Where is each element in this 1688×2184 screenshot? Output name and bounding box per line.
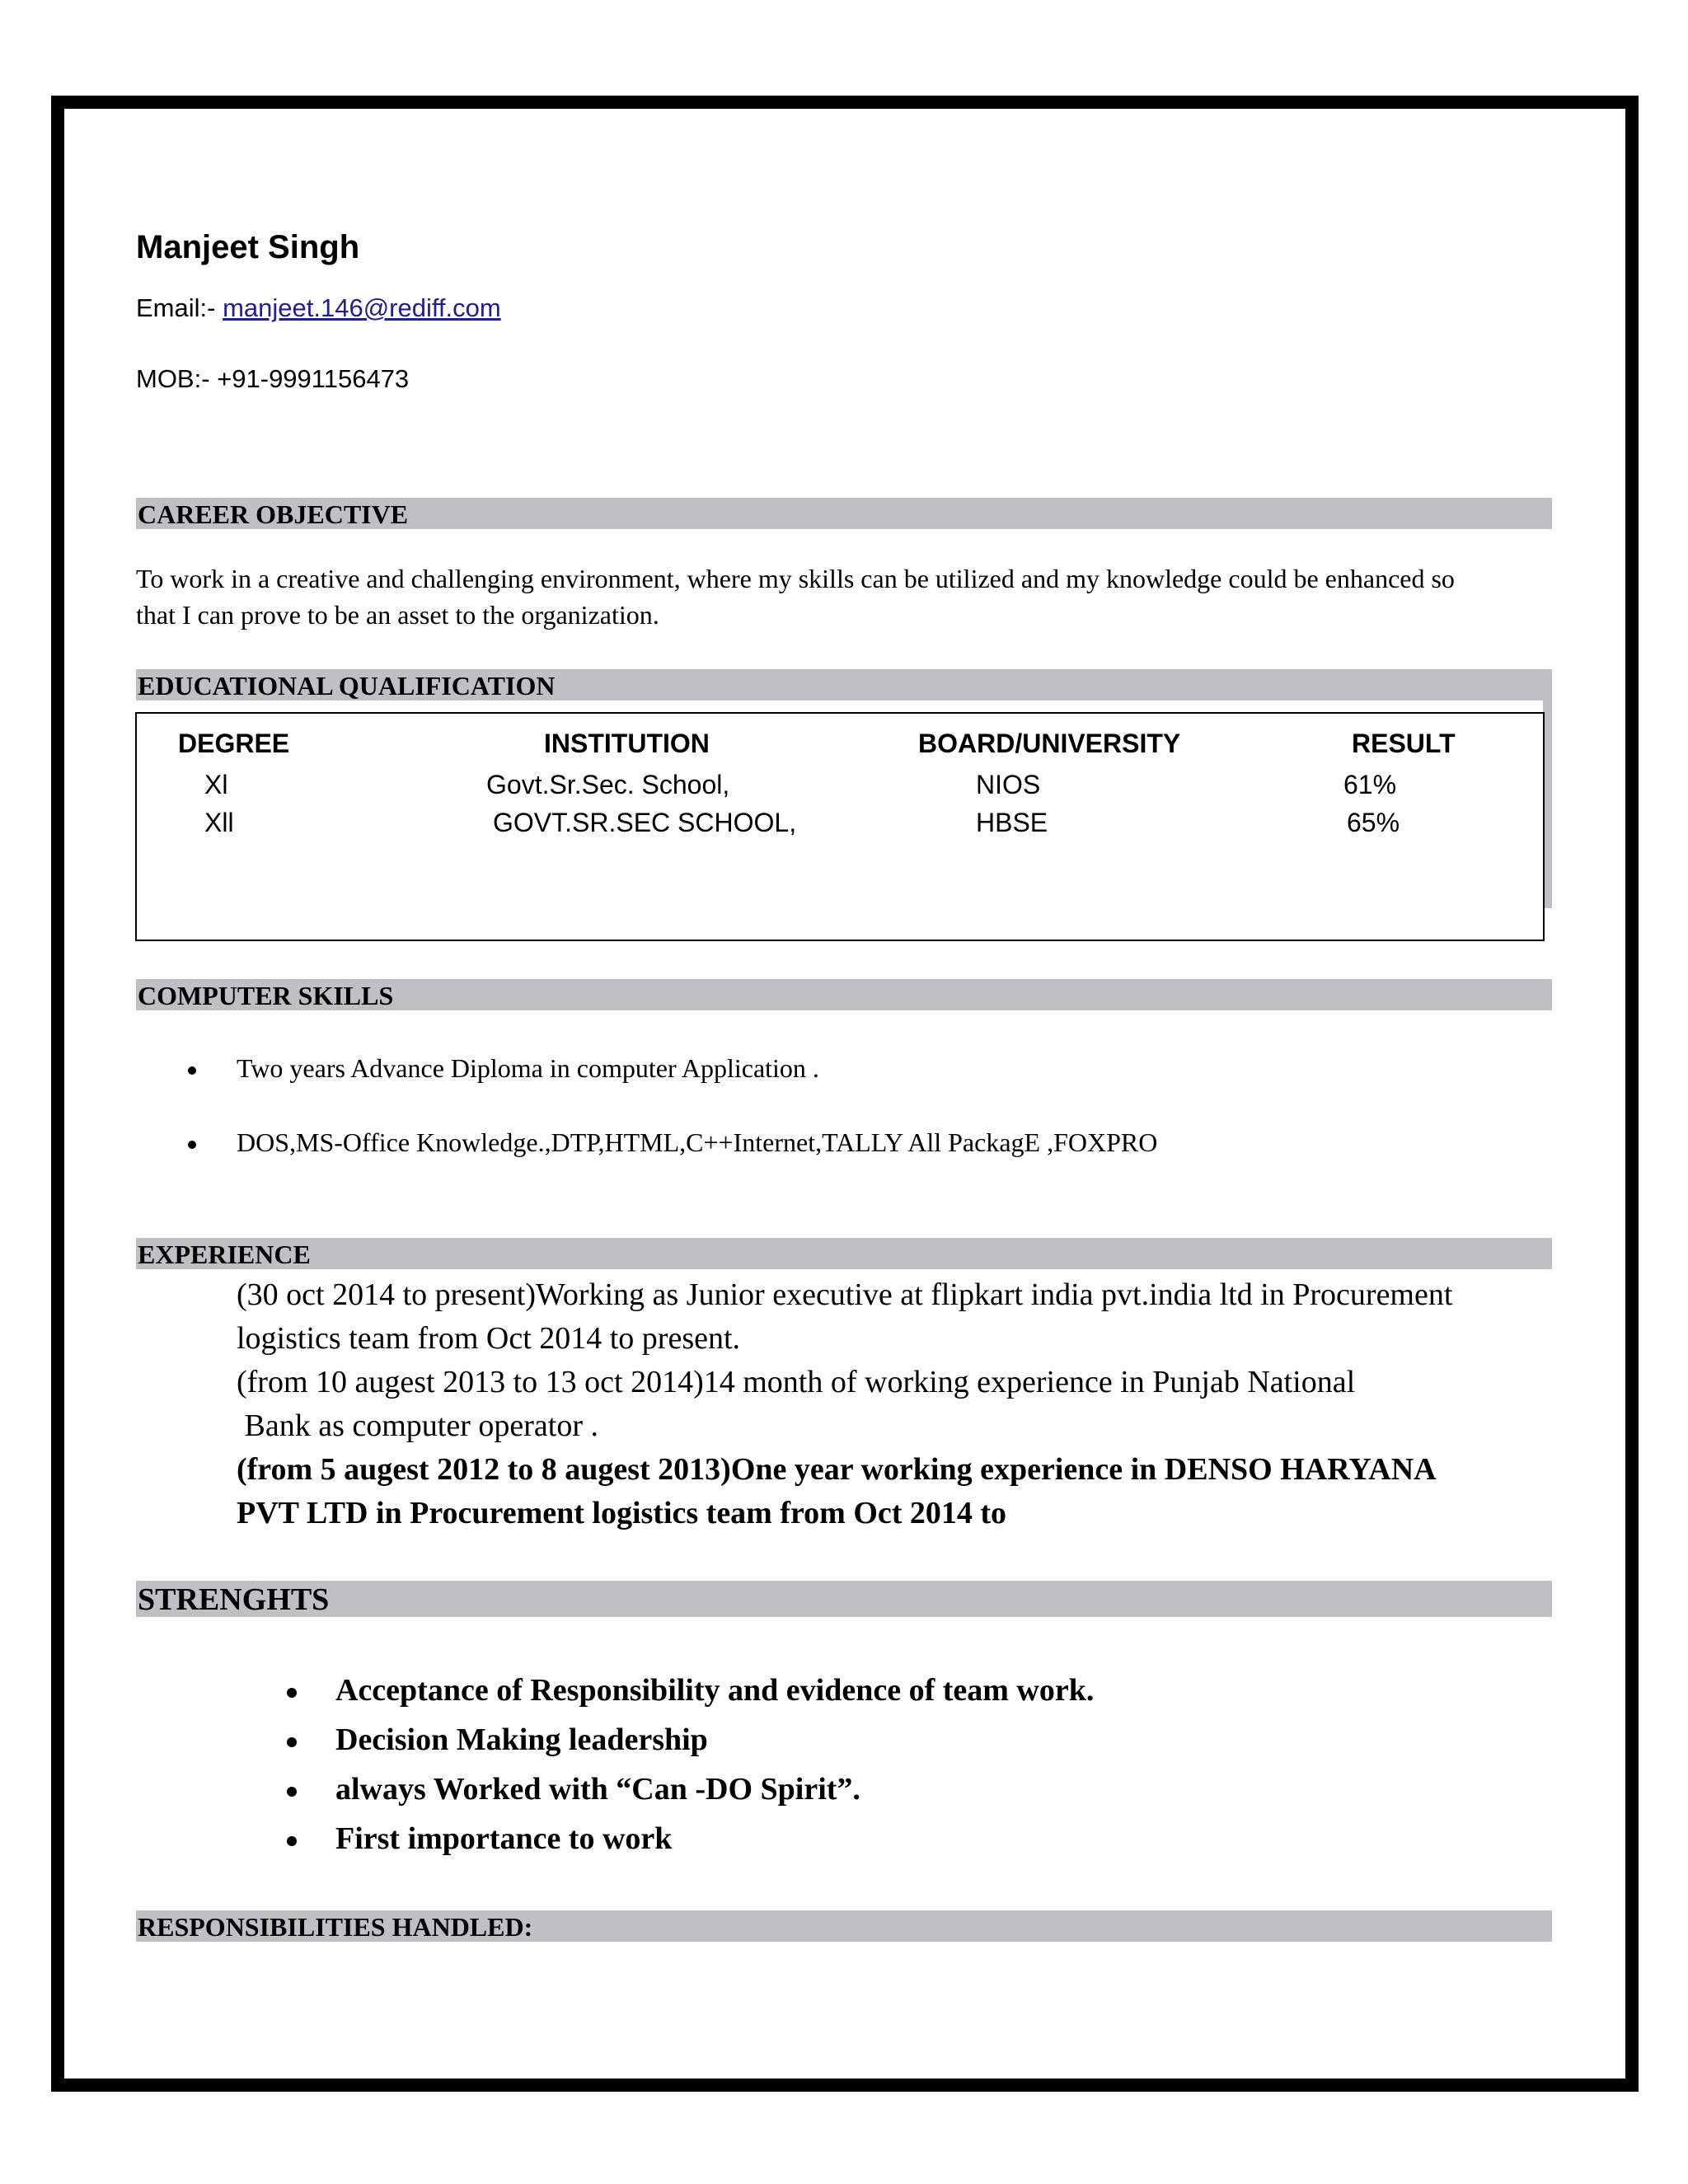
computer-skills-heading: COMPUTER SKILLS (136, 979, 1552, 1010)
column-header-institution: INSTITUTION (544, 729, 710, 758)
candidate-name: Manjeet Singh (136, 229, 360, 265)
bullet-icon (287, 1688, 297, 1698)
career-objective-heading: CAREER OBJECTIVE (136, 498, 1552, 529)
experience-line: PVT LTD in Procurement logistics team from Oct 2014 to (237, 1496, 1007, 1530)
computer-skill-item: Two years Advance Diploma in computer Application . (237, 1053, 819, 1083)
row-2-result: 65% (1347, 808, 1400, 837)
strengths-heading: STRENGHTS (136, 1581, 1552, 1617)
strength-item: First importance to work (335, 1821, 673, 1856)
experience-line: (from 10 augest 2013 to 13 oct 2014)14 month of working experience in Punjab National (237, 1365, 1356, 1399)
row-2-institution: GOVT.SR.SEC SCHOOL, (493, 808, 797, 837)
mobile-line: MOB:- +91-9991156473 (136, 364, 410, 393)
bullet-icon (287, 1787, 297, 1797)
education-table (135, 712, 1545, 941)
strength-item: always Worked with “Can -DO Spirit”. (335, 1772, 860, 1807)
computer-skill-item: DOS,MS-Office Knowledge.,DTP,HTML,C++Internet,TALLY All PackagE ,FOXPRO (237, 1127, 1158, 1157)
row-2-board: HBSE (976, 808, 1048, 837)
row-1-degree: Xl (204, 770, 228, 799)
column-header-board: BOARD/UNIVERSITY (918, 729, 1181, 758)
career-objective-line-1: To work in a creative and challenging environment, where my skills can be utilized and my knowledge could be enhanced so (136, 564, 1455, 593)
career-objective-line-2: that I can prove to be an asset to the organization. (136, 600, 659, 630)
row-1-result: 61% (1343, 770, 1397, 799)
strength-item: Decision Making leadership (335, 1722, 708, 1757)
email-line (136, 295, 501, 321)
education-heading: EDUCATIONAL QUALIFICATION (136, 669, 1552, 701)
row-1-institution: Govt.Sr.Sec. School, (486, 770, 730, 799)
bullet-icon (287, 1737, 297, 1747)
row-2-degree: Xll (204, 808, 234, 837)
career-objective-text (136, 560, 1554, 633)
column-header-result: RESULT (1352, 729, 1456, 758)
bullet-icon (287, 1836, 297, 1846)
bullet-icon (188, 1066, 196, 1075)
strength-item: Acceptance of Responsibility and evidence of team work. (335, 1673, 1095, 1708)
column-header-degree: DEGREE (178, 729, 290, 758)
experience-line: (from 5 augest 2012 to 8 augest 2013)One year working experience in DENSO HARYANA (237, 1452, 1437, 1487)
row-1-board: NIOS (976, 770, 1041, 799)
experience-line: logistics team from Oct 2014 to present. (237, 1321, 741, 1356)
experience-line: Bank as computer operator . (237, 1408, 598, 1443)
email-label: Email:- (136, 293, 216, 322)
bullet-icon (188, 1141, 196, 1149)
experience-line: (30 oct 2014 to present)Working as Junior executive at flipkart india pvt.india ltd in Procurement (237, 1277, 1453, 1312)
email-link[interactable]: manjeet.146@rediff.com (223, 293, 501, 322)
experience-heading: EXPERIENCE (136, 1238, 1552, 1269)
responsibilities-heading: RESPONSIBILITIES HANDLED: (136, 1910, 1552, 1942)
